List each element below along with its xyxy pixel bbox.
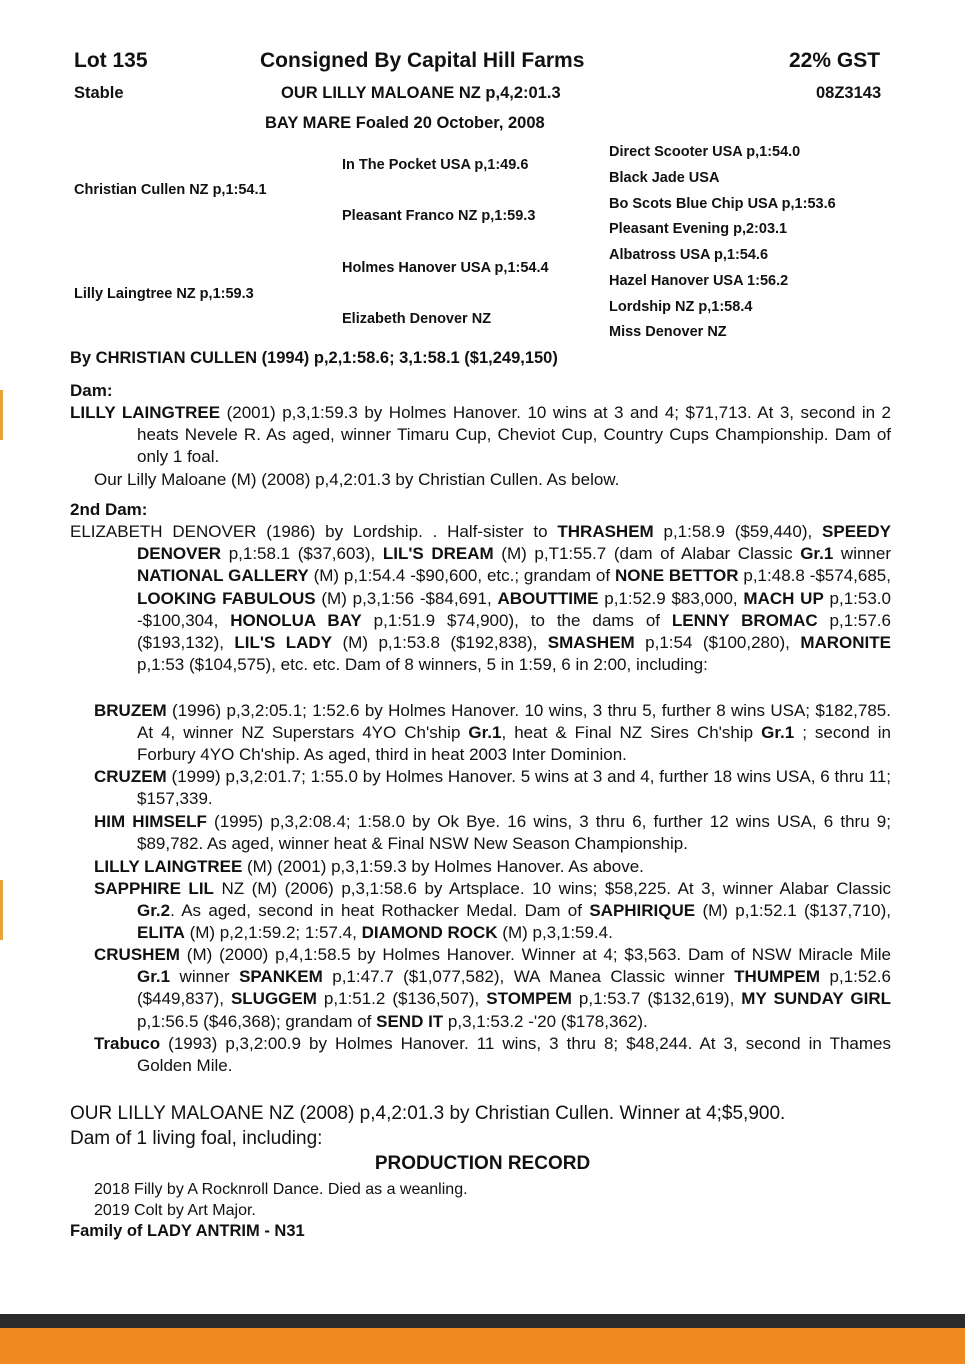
dam-foal-line: Our Lilly Maloane (M) (2008) p,4,2:01.3 by Christian Cullen. As below. [94,470,620,489]
text-run: p,3,1:53.2 -'20 ($178,362). [443,1011,648,1031]
bold-run: Gr.1 [761,723,795,743]
text-run: (M) p,1:54.4 -$90,600, etc.; grandam of [308,566,615,586]
text-run: (1995) p,3,2:08.4; 1:58.0 by Ok Bye. 16 wins, 3 thru 6, further 12 wins USA, 6 thru 9; $89,782. As aged, winner heat & Final NSW New Season Championship. [137,812,891,854]
foaled-line: BAY MARE Foaled 20 October, 2008 [265,114,545,132]
bold-run: CRUZEM [94,767,167,786]
bold-run: LIL'S LADY [234,633,333,653]
text-run: p,1:53 ($104,575), etc. etc. Dam of 8 winners, 5 in 1:59, 6 in 2:00, including: [137,655,708,675]
text-run: p,1:52.6 ($449,837), [137,967,891,1009]
text-run: p,1:47.7 ($1,077,582), WA Manea Classic winner [322,967,735,987]
text-run: p,1:58.1 ($37,603), [221,544,383,564]
bold-run: LENNY BROMAC [671,610,818,630]
bold-run: MY SUNDAY GIRL [741,989,891,1009]
bold-run: Gr.1 [468,723,502,743]
text-run: p,1:53.7 ($132,619), [571,989,742,1009]
bold-run: HONOLUA BAY [230,610,362,630]
bold-run: SMASHEM [547,633,635,653]
footer-orange-bar [0,1328,965,1364]
horse-code: 08Z3143 [816,84,882,102]
progeny-entry [94,811,891,855]
text-run: p,1:51.9 $74,900), to the dams of [361,610,672,630]
footer-dark-bar [0,1314,965,1328]
text-run: winner [170,967,240,987]
bold-run: MACH UP [743,588,824,608]
text-run: NZ (M) (2006) p,3,1:58.6 by Artsplace. 10 wins; $58,225. At 3, winner Alabar Classic [213,879,891,898]
text-run: (M) p,2,1:59.2; 1:57.4, [184,923,362,943]
bold-run: Gr.1 [137,967,171,987]
summary-line-2: Dam of 1 living foal, including: [70,1128,323,1149]
pedigree-gen3: Lordship NZ p,1:58.4 [609,299,753,315]
text-run: p,1:58.9 ($59,440), [653,522,823,541]
text-run: . As aged, second in heat Rothacker Medal. Dam of [170,901,590,921]
pedigree-gen3: Pleasant Evening p,2:03.1 [609,221,788,237]
text-run: (M) p,1:53.8 ($192,838), [332,633,548,653]
production-item: 2019 Colt by Art Major. [94,1202,256,1219]
horse-name: OUR LILLY MALOANE NZ p,4,2:01.3 [281,84,561,102]
bold-run: SPANKEM [239,967,323,987]
second-dam-heading: 2nd Dam: [70,500,148,519]
bold-run: ELITA [137,923,185,943]
bold-run: DIAMOND ROCK [361,923,498,943]
bold-run: STOMPEM [486,989,572,1009]
dam-paragraph [70,402,891,469]
bold-run: Gr.1 [800,544,834,564]
summary-line-1: OUR LILLY MALOANE NZ (2008) p,4,2:01.3 by Christian Cullen. Winner at 4;$5,900. [70,1103,786,1124]
pedigree-dam: Lilly Laingtree NZ p,1:59.3 [74,286,254,302]
bold-run: HIM HIMSELF [94,812,207,831]
text-run: (1996) p,3,2:05.1; 1:52.6 by Holmes Hanover. 10 wins, 3 thru 5, further 8 wins USA; $182,785. At 4, winner NZ Superstars 4YO Ch'ship [137,701,891,743]
bold-run: SLUGGEM [230,989,317,1009]
text-run: p,1:54 ($100,280), [634,633,801,653]
production-item: 2018 Filly by A Rocknroll Dance. Died as a weanling. [94,1181,468,1198]
progeny-entry [94,700,891,767]
production-heading: PRODUCTION RECORD [374,1153,591,1174]
bold-run: NATIONAL GALLERY [137,566,309,586]
stable-label: Stable [74,84,124,102]
text-run: p,1:56.5 ($46,368); grandam of [137,1011,377,1031]
pedigree-gen3: Direct Scooter USA p,1:54.0 [609,144,801,160]
bold-run: BRUZEM [94,701,167,720]
gst-label: 22% GST [789,49,881,72]
text-run: p,1:53.0 -$100,304, [137,588,891,630]
progeny-entry [94,856,891,878]
text-run: winner [833,544,891,564]
pedigree-gen2: Pleasant Franco NZ p,1:59.3 [342,208,536,224]
bold-run: Gr.2 [137,901,171,921]
bold-run: SPEEDY DENOVER [137,522,891,564]
bold-run: ABOUTTIME [497,588,599,608]
bold-run: LOOKING FABULOUS [137,588,316,608]
text-run: (M) p,T1:55.7 (dam of Alabar Classic [493,544,801,564]
text-run: p,1:57.6 ($193,132), [137,610,891,653]
text-run: (1999) p,3,2:01.7; 1:55.0 by Holmes Hanover. 5 wins at 3 and 4, further 18 wins USA, 6 thru 11; $157,339. [137,767,891,809]
pedigree-gen3: Albatross USA p,1:54.6 [609,247,769,263]
bold-run: SEND IT [376,1011,444,1031]
text-run: (M) p,3,1:56 -$84,691, [315,588,498,608]
dam-heading: Dam: [70,381,113,400]
pedigree-gen3: Hazel Hanover USA 1:56.2 [609,273,789,289]
bold-run: THRASHEM [557,522,654,541]
text-run: ELIZABETH DENOVER (1986) by Lordship. . Half-sister to [70,522,558,541]
text-run: (M) (2000) p,4,1:58.5 by Holmes Hanover. Winner at 4; $3,563. Dam of NSW Miracle Mile [179,945,891,964]
consignor: Consigned By Capital Hill Farms [260,49,585,72]
pedigree-gen2: In The Pocket USA p,1:49.6 [342,157,529,173]
pedigree-gen3: Bo Scots Blue Chip USA p,1:53.6 [609,196,836,212]
text-run: p,1:51.2 ($136,507), [316,989,487,1009]
bold-run: MARONITE [800,633,891,653]
progeny-entry [94,766,891,810]
text-run: p,1:48.8 -$574,685, [738,566,891,586]
bold-run: Trabuco [94,1034,161,1053]
second-dam-paragraph [70,521,891,676]
pedigree-gen3: Miss Denover NZ [609,324,727,340]
text-run: p,1:52.9 $83,000, [598,588,744,608]
pedigree-gen2: Holmes Hanover USA p,1:54.4 [342,260,549,276]
edge-mark-upper [0,390,3,440]
text-run: (M) (2001) p,3,1:59.3 by Holmes Hanover. As above. [242,857,644,876]
text-run: , heat & Final NZ Sires Ch'ship [501,723,762,743]
edge-mark-lower [0,880,3,940]
bold-run: SAPHIRIQUE [589,901,696,921]
progeny-entry [94,878,891,945]
lot-number: Lot 135 [74,49,148,72]
family-line: Family of LADY ANTRIM - N31 [70,1222,305,1240]
dam-name: LILLY LAINGTREE [70,403,221,422]
bold-run: CRUSHEM [94,945,180,964]
text-run: (M) p,3,1:59.4. [497,923,613,943]
bold-run: NONE BETTOR [614,566,739,586]
pedigree-gen3: Black Jade USA [609,170,720,186]
progeny-entry [94,944,891,1033]
dam-text: (2001) p,3,1:59.3 by Holmes Hanover. 10 wins at 3 and 4; $71,713. At 3, second in 2 heats Nevele R. As aged, winner Timaru Cup, Cheviot Cup, Country Cups Championship. Dam of only 1 foal. [137,403,892,467]
pedigree-gen2: Elizabeth Denover NZ [342,311,492,327]
by-line: By CHRISTIAN CULLEN (1994) p,2,1:58.6; 3,1:58.1 ($1,249,150) [70,349,558,367]
bold-run: SAPPHIRE LIL [94,879,214,898]
text-run: (1993) p,3,2:00.9 by Holmes Hanover. 11 wins, 3 thru 8; $48,244. At 3, second in Thames Golden Mile. [137,1034,891,1076]
text-run: ; second in Forbury 4YO Ch'ship. As aged, third in heat 2003 Inter Dominion. [137,723,891,765]
progeny-entry [94,1033,891,1077]
bold-run: LIL'S DREAM [382,544,494,564]
bold-run: LILLY LAINGTREE [94,857,243,876]
bold-run: THUMPEM [734,967,821,987]
pedigree-sire: Christian Cullen NZ p,1:54.1 [74,182,267,198]
text-run: (M) p,1:52.1 ($137,710), [695,901,892,921]
